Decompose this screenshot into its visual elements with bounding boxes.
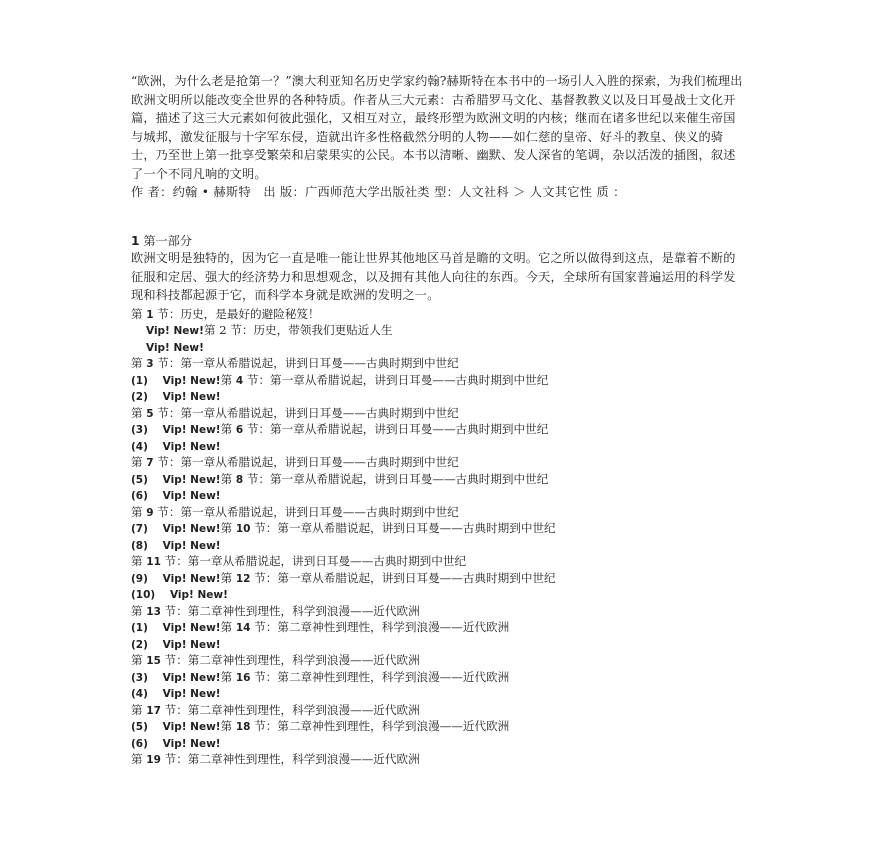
toc-item[interactable] bbox=[131, 439, 743, 456]
toc-item[interactable] bbox=[131, 686, 743, 703]
toc-item-index: (1) bbox=[131, 622, 148, 634]
toc-item-prefix: 第 bbox=[220, 570, 233, 585]
toc-item-number: 15 bbox=[146, 655, 161, 667]
toc-item-prefix: 第 bbox=[220, 471, 233, 486]
toc-item-number: 5 bbox=[146, 407, 154, 420]
vip-new-badge: Vip! New! bbox=[162, 721, 221, 733]
toc-item-index: (6) bbox=[131, 737, 148, 750]
table-of-contents bbox=[131, 307, 743, 769]
vip-new-badge: Vip! New! bbox=[162, 490, 221, 502]
vip-new-badge: Vip! New! bbox=[162, 391, 221, 403]
toc-item-title: 节：第一章从希腊说起，讲到日耳曼——古典时期到中世纪 bbox=[153, 504, 459, 519]
toc-item-index: (10) bbox=[131, 589, 156, 601]
toc-item[interactable] bbox=[131, 521, 743, 538]
toc-item-title: 节：第二章神性到理性，科学到浪漫——近代欧洲 bbox=[250, 620, 510, 634]
toc-item-number: 7 bbox=[146, 457, 154, 469]
intro-paragraph: “欧洲，为什么老是抢第一？”澳大利亚知名历史学家约翰?赫斯特在本书中的一场引人入胜的探索，为我们梳理出欧洲文明所以能改变全世界的各种特质。作者从三大元素：古希腊罗马文化、基督教教义以及日耳曼战士文化开篇，描述了这三大元素如何彼此强化，又相互对立，最终形塑为欧洲文明的内核；继而在诸多世纪以来催生帝国与城邦，激发征服与十字军东侵，造就出许多性格截然分明的人物——如仁慈的皇帝、好斗的教皇、侠义的骑士，乃至世上第一批享受繁荣和启蒙果实的公民。本书以清晰、幽默、发人深省的笔调，杂以活泼的插图，叙述了一个不同凡响的文明。 bbox=[131, 74, 743, 181]
toc-item[interactable] bbox=[131, 653, 743, 670]
vip-new-badge: Vip! New! bbox=[146, 341, 204, 354]
toc-item-index: (1) bbox=[131, 374, 148, 387]
toc-item-title: 节：第一章从希腊说起，讲到日耳曼——古典时期到中世纪 bbox=[250, 570, 556, 585]
toc-item-number: 4 bbox=[235, 374, 244, 387]
toc-item-index: (5) bbox=[131, 721, 148, 733]
toc-item[interactable] bbox=[131, 307, 743, 324]
toc-item-prefix: 第 bbox=[220, 669, 233, 684]
toc-item-prefix: 第 bbox=[220, 620, 233, 634]
vip-new-badge: Vip! New! bbox=[162, 737, 221, 750]
toc-item-number: 18 bbox=[235, 721, 251, 733]
vip-new-badge: Vip! New! bbox=[162, 440, 221, 453]
vip-new-badge: Vip! New! bbox=[162, 572, 221, 585]
toc-item[interactable] bbox=[131, 505, 743, 522]
toc-item[interactable] bbox=[131, 373, 743, 390]
vip-new-badge: Vip! New! bbox=[162, 424, 221, 436]
toc-item-index: (9) bbox=[131, 572, 148, 585]
toc-item[interactable] bbox=[131, 736, 743, 753]
toc-item-number: 6 bbox=[235, 424, 244, 436]
vip-new-badge: Vip! New! bbox=[162, 539, 221, 552]
toc-item[interactable] bbox=[131, 340, 743, 357]
toc-item-title: 节：第一章从希腊说起，讲到日耳曼——古典时期到中世纪 bbox=[153, 405, 459, 420]
toc-item-title: 节：第一章从希腊说起，讲到日耳曼——古典时期到中世纪 bbox=[243, 471, 549, 486]
toc-item[interactable] bbox=[131, 472, 743, 489]
toc-item-prefix: 第 bbox=[131, 405, 143, 420]
toc-item-index: (3) bbox=[131, 671, 148, 684]
part-number: 1 bbox=[131, 234, 140, 248]
toc-item-index: (2) bbox=[131, 391, 148, 403]
toc-item-title: 节：第二章神性到理性，科学到浪漫——近代欧洲 bbox=[250, 669, 510, 684]
toc-item-prefix: 第 bbox=[131, 504, 143, 519]
toc-item-number: 17 bbox=[146, 704, 161, 717]
toc-item-title: 节：第二章神性到理性，科学到浪漫——近代欧洲 bbox=[160, 702, 420, 717]
toc-item-title: 节：第一章从希腊说起，讲到日耳曼——古典时期到中世纪 bbox=[153, 455, 459, 469]
toc-item-title: 节：第一章从希腊说起，讲到日耳曼——古典时期到中世纪 bbox=[153, 356, 459, 370]
toc-item[interactable] bbox=[131, 406, 743, 423]
toc-item[interactable] bbox=[131, 637, 743, 654]
toc-item-index: (6) bbox=[131, 490, 148, 502]
vip-new-badge: Vip! New! bbox=[162, 638, 221, 651]
toc-item-number: 13 bbox=[146, 605, 161, 618]
toc-item[interactable] bbox=[131, 670, 743, 687]
toc-item[interactable] bbox=[131, 389, 743, 406]
toc-item-prefix: 第 bbox=[131, 306, 143, 321]
vip-new-badge: Vip! New! bbox=[162, 688, 221, 700]
toc-item[interactable] bbox=[131, 620, 743, 637]
toc-item-number: 14 bbox=[235, 622, 251, 634]
toc-item-number: 1 bbox=[146, 308, 154, 321]
toc-item-prefix: 第 bbox=[220, 521, 233, 535]
toc-item-title: 节：第二章神性到理性，科学到浪漫——近代欧洲 bbox=[160, 752, 420, 766]
toc-item-prefix: 第 bbox=[220, 372, 233, 387]
toc-item-index: (8) bbox=[131, 539, 148, 552]
vip-new-badge: Vip! New! bbox=[162, 671, 221, 684]
toc-item[interactable] bbox=[131, 323, 743, 340]
toc-item-prefix: 第 bbox=[220, 719, 233, 733]
toc-item-index: (7) bbox=[131, 523, 148, 535]
toc-item-prefix: 第 bbox=[131, 702, 143, 717]
toc-item-prefix: 第 bbox=[220, 422, 233, 436]
toc-item[interactable] bbox=[131, 752, 743, 769]
toc-item-title: 节：第一章从希腊说起，讲到日耳曼——古典时期到中世纪 bbox=[243, 372, 549, 387]
toc-item-title: 节：第二章神性到理性，科学到浪漫——近代欧洲 bbox=[160, 653, 420, 667]
toc-item-title: 节：第一章从希腊说起，讲到日耳曼——古典时期到中世纪 bbox=[243, 422, 549, 436]
vip-new-badge: Vip! New! bbox=[162, 622, 221, 634]
toc-item-number: 10 bbox=[235, 523, 251, 535]
toc-item-index: (3) bbox=[131, 424, 148, 436]
toc-item-number: 3 bbox=[146, 358, 154, 370]
toc-item[interactable] bbox=[131, 703, 743, 720]
vip-new-badge: Vip! New! bbox=[169, 589, 228, 601]
toc-item-number: 12 bbox=[235, 572, 251, 585]
toc-item-title: 节：第二章神性到理性，科学到浪漫——近代欧洲 bbox=[160, 603, 420, 618]
part-body: 欧洲文明是独特的，因为它一直是唯一能让世界其他地区马首是瞻的文明。它之所以做得到这点，是靠着不断的征服和定居、强大的经济势力和思想观念，以及拥有其他人向往的东西。今天，全球所有国家普遍运用的科学发现和科技都起源于它，而科学本身就是欧洲的发明之一。 bbox=[131, 251, 736, 302]
toc-item-title: 节：历史，是最好的避险秘笈！ bbox=[153, 306, 320, 321]
toc-item-title: 节：第一章从希腊说起，讲到日耳曼——古典时期到中世纪 bbox=[160, 554, 467, 568]
toc-item-prefix: 第 bbox=[131, 356, 143, 370]
toc-item[interactable] bbox=[131, 356, 743, 373]
toc-item[interactable] bbox=[131, 538, 743, 555]
toc-item[interactable] bbox=[131, 604, 743, 621]
toc-item-number: 19 bbox=[146, 754, 161, 766]
toc-item-prefix: 第 bbox=[131, 455, 143, 469]
toc-item-number: 8 bbox=[235, 473, 244, 486]
toc-item[interactable] bbox=[131, 554, 743, 571]
toc-item[interactable] bbox=[131, 488, 743, 505]
part-title: 第一部分 bbox=[143, 234, 193, 248]
toc-item[interactable] bbox=[131, 455, 743, 472]
vip-new-badge: Vip! New! bbox=[162, 523, 221, 535]
toc-item-prefix: 第 bbox=[131, 752, 143, 766]
toc-item-number: 16 bbox=[235, 671, 251, 684]
toc-item[interactable] bbox=[131, 587, 743, 604]
toc-item-number: 9 bbox=[146, 506, 154, 519]
document-page bbox=[131, 72, 743, 769]
toc-item-title: 节：第一章从希腊说起，讲到日耳曼——古典时期到中世纪 bbox=[250, 521, 556, 535]
toc-item-index: (4) bbox=[131, 440, 148, 453]
toc-item-index: (4) bbox=[131, 688, 148, 700]
toc-item[interactable] bbox=[131, 719, 743, 736]
book-meta-line: 作 者：约翰 • 赫斯特 出 版：广西师范大学出版社类 型：人文社科 ＞ 人文其它性 质 ： bbox=[131, 185, 626, 199]
spacer bbox=[131, 201, 743, 233]
toc-item-number: 11 bbox=[146, 556, 161, 568]
toc-item-title: 2 节：历史，带领我们更贴近人生 bbox=[215, 323, 393, 337]
toc-item-title: 节：第二章神性到理性，科学到浪漫——近代欧洲 bbox=[250, 719, 510, 733]
toc-item[interactable] bbox=[131, 571, 743, 588]
toc-item-index: (2) bbox=[131, 638, 148, 651]
toc-item-index: (5) bbox=[131, 473, 148, 486]
toc-item-prefix: 第 bbox=[203, 323, 216, 337]
vip-new-badge: Vip! New! bbox=[146, 325, 204, 337]
toc-item[interactable] bbox=[131, 422, 743, 439]
part-heading bbox=[131, 233, 743, 249]
toc-item-prefix: 第 bbox=[131, 603, 143, 618]
toc-item-prefix: 第 bbox=[131, 653, 143, 667]
toc-item-prefix: 第 bbox=[131, 554, 143, 568]
vip-new-badge: Vip! New! bbox=[162, 374, 221, 387]
vip-new-badge: Vip! New! bbox=[162, 473, 221, 486]
